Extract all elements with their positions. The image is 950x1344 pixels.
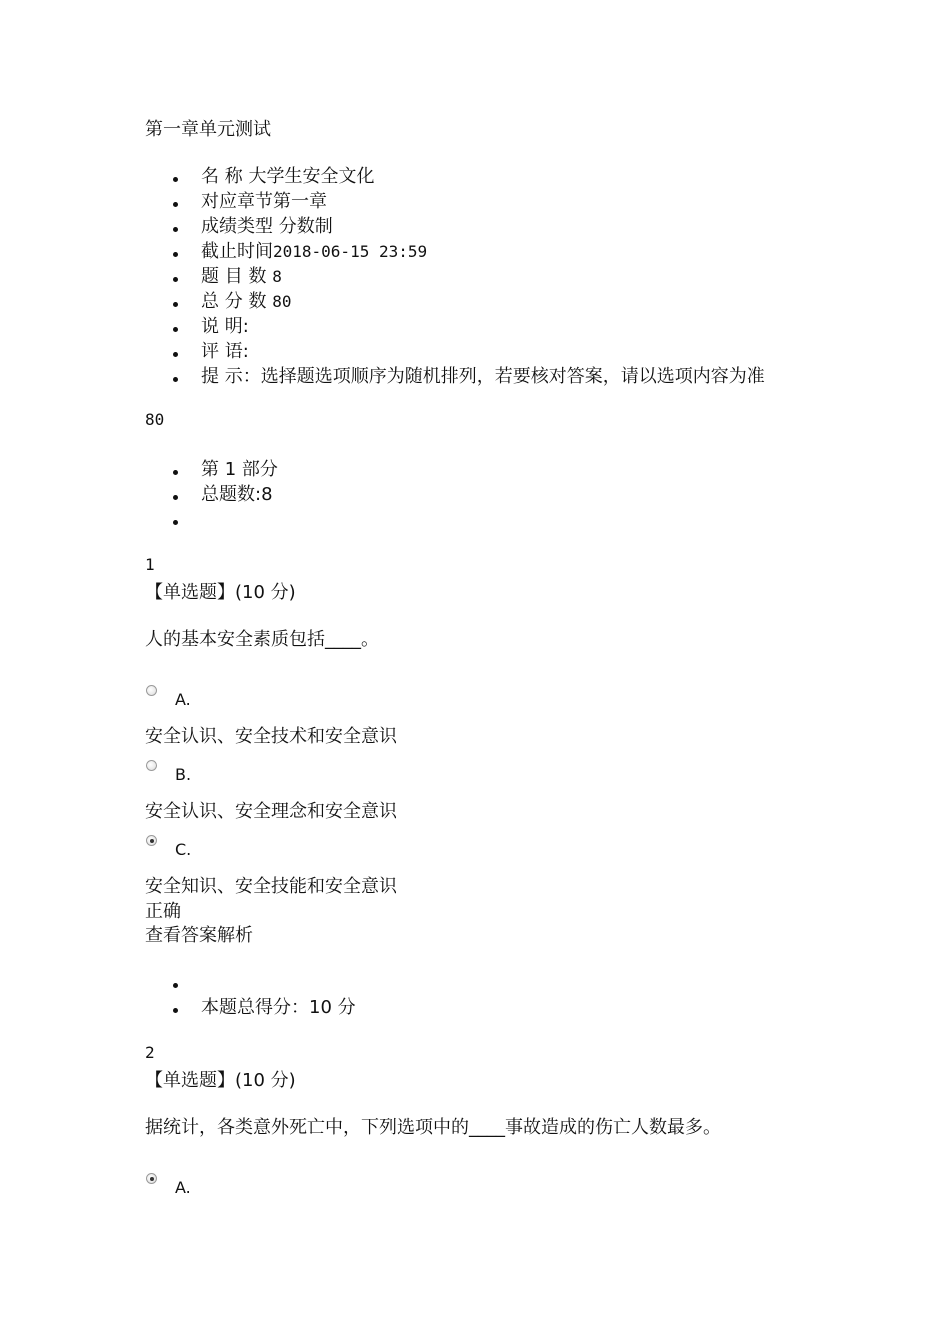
option-text: 安全知识、安全技能和安全意识 xyxy=(145,876,397,897)
option-letter: A. xyxy=(175,1178,191,1197)
info-value: 大学生安全文化 xyxy=(248,166,375,187)
bullet-icon xyxy=(173,377,178,382)
section-name: 第 1 部分 xyxy=(201,459,278,480)
page-title: 第一章单元测试 xyxy=(145,119,271,140)
info-label: 总 分 数 xyxy=(201,291,267,312)
section-total: 总题数:8 xyxy=(201,484,273,505)
info-label: 对应章节 xyxy=(201,191,273,212)
info-label: 说 明: xyxy=(201,316,249,337)
question-score: 本题总得分：10 分 xyxy=(201,997,356,1018)
info-value: 8 xyxy=(272,267,282,286)
question-number: 2 xyxy=(145,1043,155,1062)
info-value: 第一章 xyxy=(273,191,327,212)
bullet-icon xyxy=(173,520,178,525)
info-value: 选择题选项顺序为随机排列，若要核对答案，请以选项内容为准 xyxy=(260,366,765,387)
info-label: 成绩类型 xyxy=(201,216,273,237)
bullet-icon xyxy=(173,352,178,357)
bullet-icon xyxy=(173,983,178,988)
bullet-icon xyxy=(173,470,178,475)
info-label: 名 称 xyxy=(201,166,243,187)
question-text: 人的基本安全素质包括____。 xyxy=(145,629,379,650)
bullet-icon xyxy=(173,227,178,232)
question-type: 【单选题】(10 分) xyxy=(145,582,296,603)
bullet-icon xyxy=(173,202,178,207)
bullet-icon xyxy=(173,277,178,282)
view-answer-link[interactable]: 查看答案解析 xyxy=(145,925,253,946)
radio-button[interactable] xyxy=(146,685,157,696)
info-label: 评 语: xyxy=(201,341,249,362)
option-letter: B. xyxy=(175,765,192,784)
result-status: 正确 xyxy=(145,901,181,922)
info-value: 2018-06-15 23:59 xyxy=(273,242,428,261)
radio-button-selected[interactable] xyxy=(146,1173,157,1184)
question-text: 据统计，各类意外死亡中，下列选项中的____事故造成的伤亡人数最多。 xyxy=(145,1117,721,1138)
score-display: 80 xyxy=(145,410,165,429)
option-text: 安全认识、安全技术和安全意识 xyxy=(145,726,397,747)
option-letter: A. xyxy=(175,690,191,709)
bullet-icon xyxy=(173,1008,178,1013)
bullet-icon xyxy=(173,495,178,500)
bullet-icon xyxy=(173,302,178,307)
bullet-icon xyxy=(173,252,178,257)
question-type: 【单选题】(10 分) xyxy=(145,1070,296,1091)
bullet-icon xyxy=(173,327,178,332)
radio-button-selected[interactable] xyxy=(146,835,157,846)
info-label: 提 示： xyxy=(201,366,261,387)
info-label: 题 目 数 xyxy=(201,266,267,287)
info-value: 80 xyxy=(272,292,292,311)
info-value: 分数制 xyxy=(278,216,333,237)
radio-button[interactable] xyxy=(146,760,157,771)
option-letter: C. xyxy=(175,840,192,859)
info-label: 截止时间 xyxy=(201,241,273,262)
question-number: 1 xyxy=(145,555,155,574)
option-text: 安全认识、安全理念和安全意识 xyxy=(145,801,397,822)
bullet-icon xyxy=(173,177,178,182)
